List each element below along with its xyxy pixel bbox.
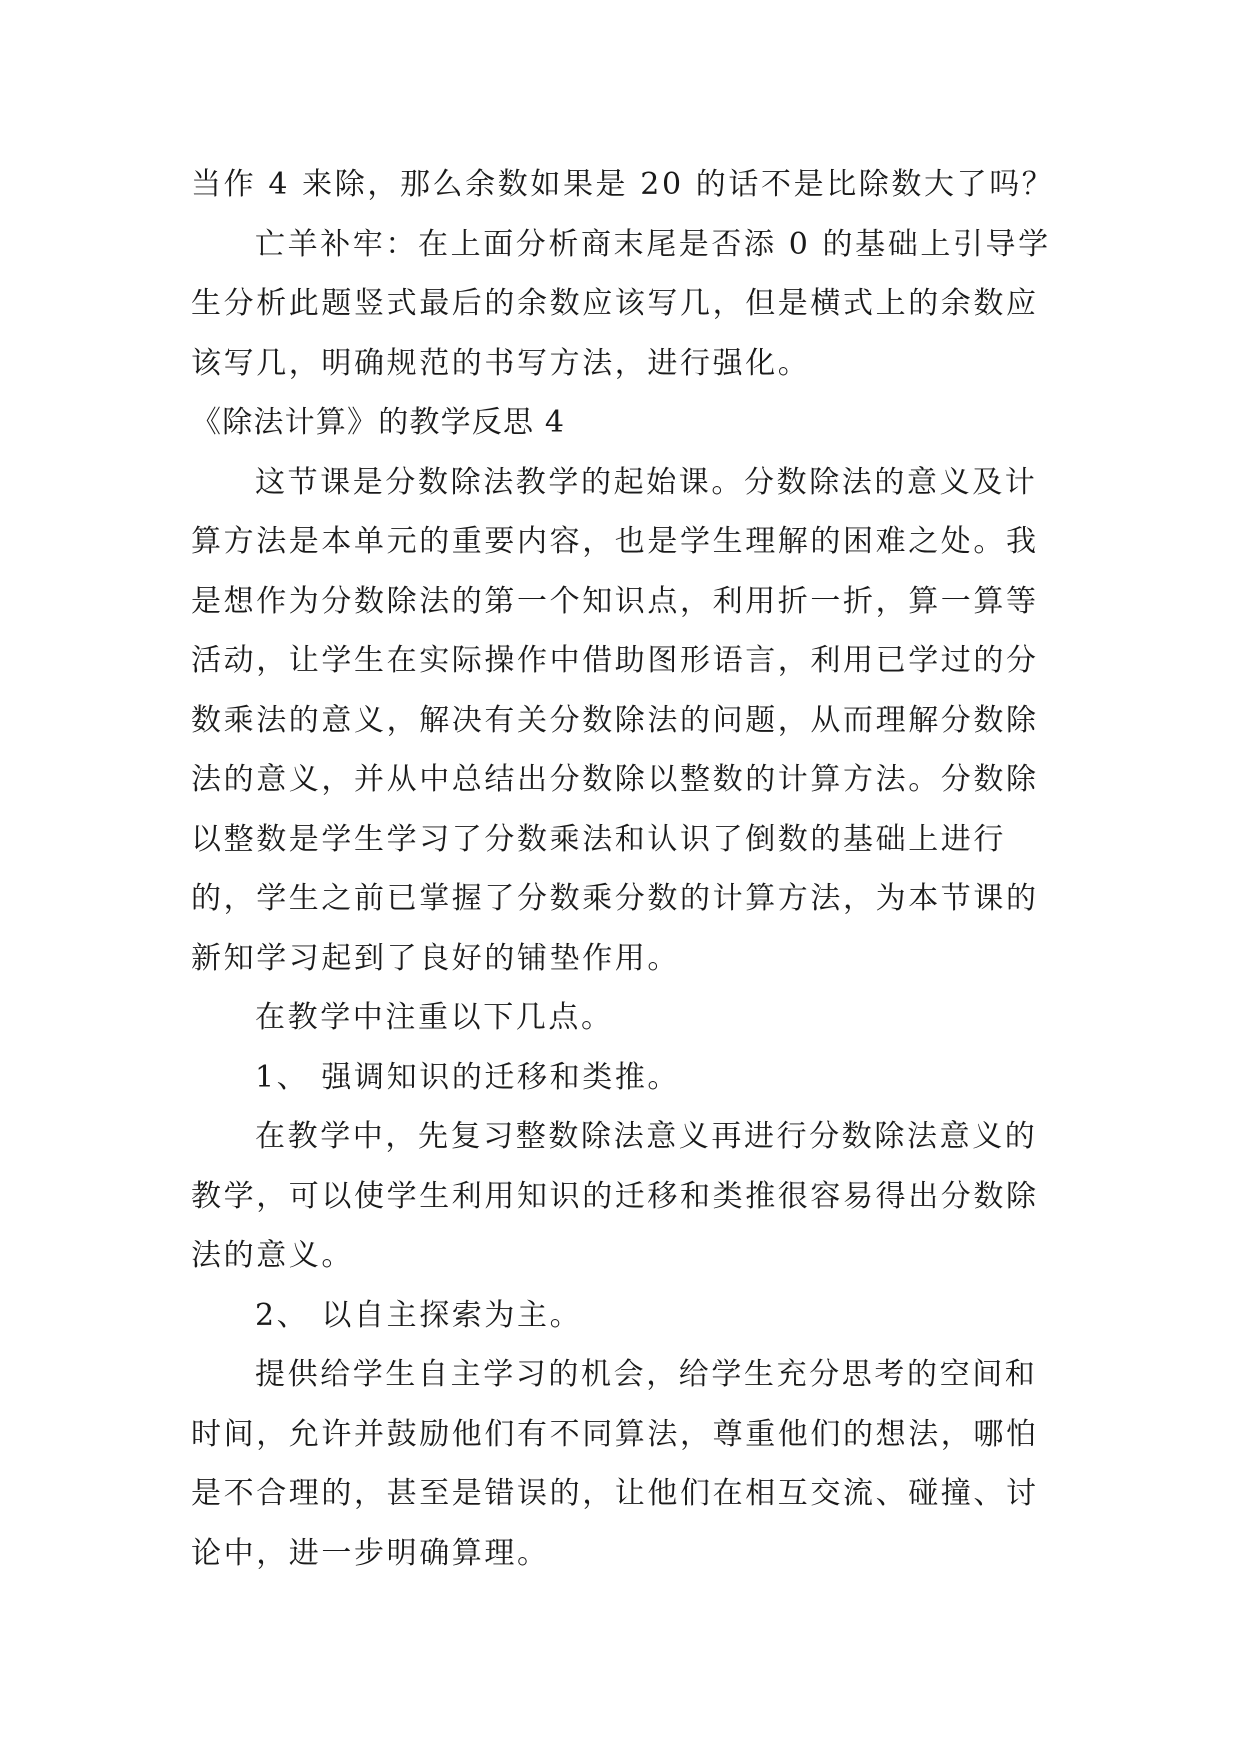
paragraph-line: 以整数是学生学习了分数乘法和认识了倒数的基础上进行: [191, 821, 1006, 857]
point-heading: 1、 强调知识的迁移和类推。: [255, 1059, 681, 1095]
paragraph-line: 亡羊补牢：在上面分析商末尾是否添 0 的基础上引导学: [255, 226, 1051, 262]
point-1: [191, 1048, 1051, 1286]
paragraph-line: 的，学生之前已掌握了分数乘分数的计算方法，为本节课的: [191, 881, 1039, 916]
paragraph-line: 法的意义，并从中总结出分数除以整数的计算方法。分数除: [191, 762, 1039, 797]
paragraph-line: 这节课是分数除法教学的起始课。分数除法的意义及计: [255, 464, 1038, 500]
paragraph-line: 新知学习起到了良好的铺垫作用。: [191, 940, 680, 976]
paragraph-line: 当作 4 来除，那么余数如果是 20 的话不是比除数大了吗？: [191, 167, 1055, 202]
remedy-paragraph: [191, 215, 1051, 394]
paragraph-line: 该写几，明确规范的书写方法，进行强化。: [191, 345, 811, 381]
paragraph-line: 教学，可以使学生利用知识的迁移和类推很容易得出分数除: [191, 1178, 1039, 1214]
focus-intro: 在教学中注重以下几点。: [255, 1000, 614, 1035]
paragraph-line: 是想作为分数除法的第一个知识点，利用折一折，算一算等: [191, 583, 1039, 619]
point-heading: 2、 以自主探索为主。: [255, 1297, 583, 1333]
paragraph-line: 在教学中，先复习整数除法意义再进行分数除法意义的: [255, 1119, 1038, 1154]
paragraph-line: 活动，让学生在实际操作中借助图形语言，利用已学过的分: [191, 643, 1039, 678]
paragraph-line: 算方法是本单元的重要内容，也是学生理解的困难之处。我: [191, 524, 1039, 559]
section-title: 《除法计算》的教学反思 4: [191, 405, 566, 440]
intro-paragraph: [191, 453, 1051, 989]
carryover-paragraph: [191, 155, 1055, 215]
paragraph-line: 是不合理的，甚至是错误的，让他们在相互交流、碰撞、讨: [191, 1476, 1039, 1511]
paragraph-line: 法的意义。: [191, 1238, 354, 1273]
paragraph-line: 数乘法的意义，解决有关分数除法的问题，从而理解分数除: [191, 702, 1039, 738]
paragraph-line: 时间，允许并鼓励他们有不同算法，尊重他们的想法，哪怕: [191, 1416, 1039, 1452]
paragraph-line: 提供给学生自主学习的机会，给学生充分思考的空间和: [255, 1357, 1038, 1392]
paragraph-line: 论中，进一步明确算理。: [191, 1535, 550, 1571]
point-2: [191, 1286, 1051, 1584]
paragraph-line: 生分析此题竖式最后的余数应该写几，但是横式上的余数应: [191, 286, 1039, 321]
document-body: [191, 155, 1055, 1583]
